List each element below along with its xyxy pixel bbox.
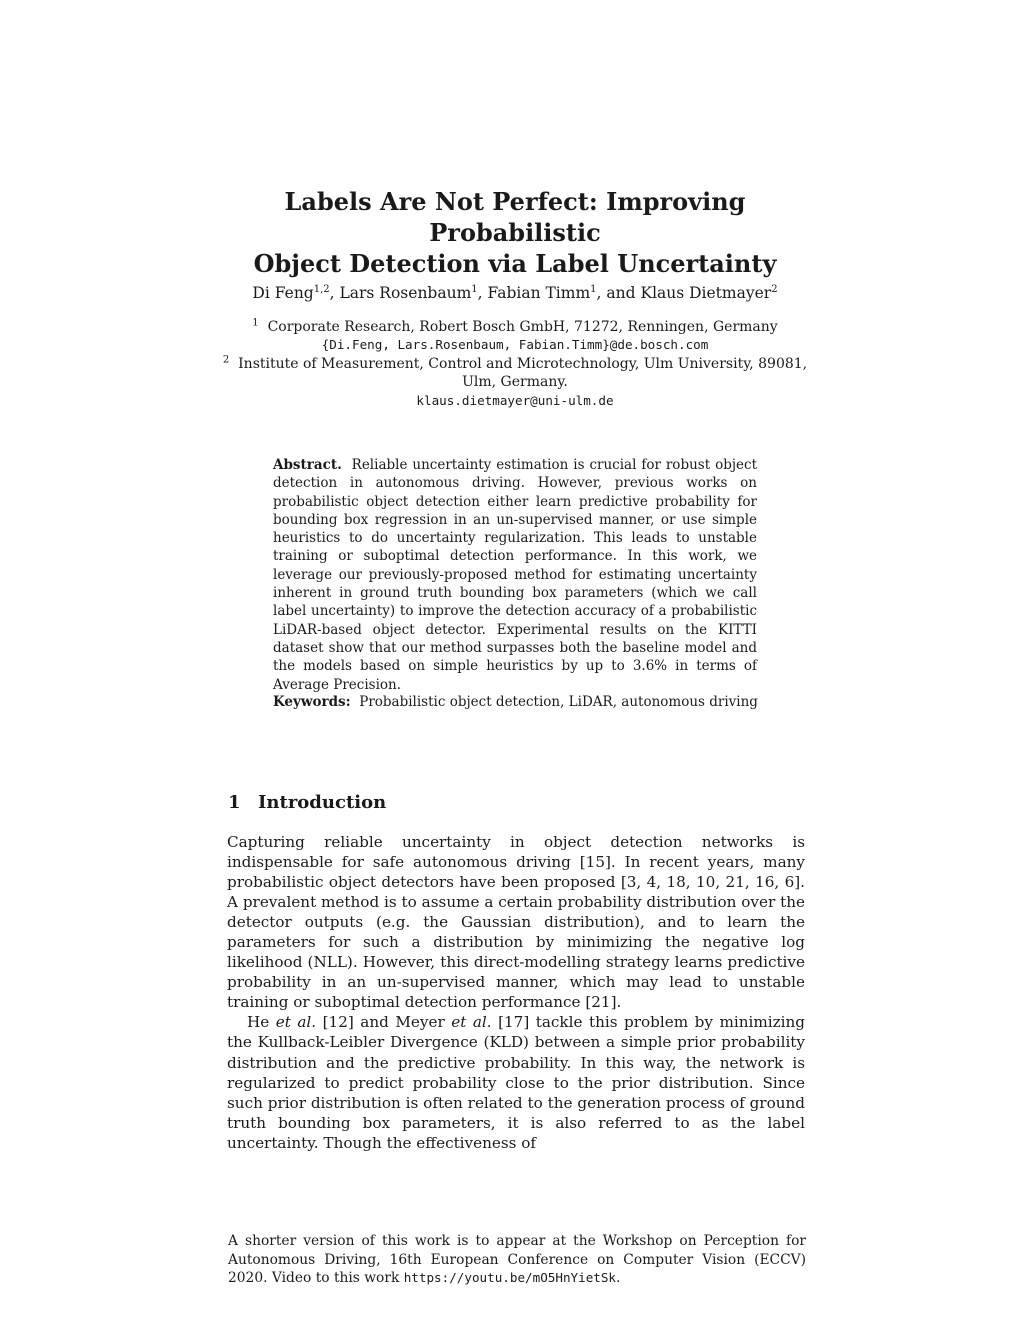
paragraph: He et al. [12] and Meyer et al. [17] tackle this problem by minimizing the Kullback-Leibler Divergence (KLD) between a simple prior probability distribution and the predictive probability. In this way, the network is regularized to predict probability close to the prior distribution. Since such prior distribution is often related to the generation process of ground truth bounding box parameters, it is also referred to as the label uncertainty. Though the effectiveness of xyxy=(227,1013,805,1152)
paragraph: Capturing reliable uncertainty in object detection networks is indispensable for safe autonomous driving [15]. In recent years, many probabilistic object detectors have been proposed [3, 4, 18, 10, 21, 16, 6]. A prevalent method is to assume a certain probability distribution over the detector outputs (e.g. the Gaussian distribution), and to learn the parameters for such a distribution by minimizing the negative log likelihood (NLL). However, this direct-modelling strategy learns predictive probability in an un-supervised manner, which may lead to unstable training or suboptimal detection performance [21]. xyxy=(227,833,805,1012)
section-number: 1 xyxy=(228,792,241,813)
affiliation-text: Corporate Research, Robert Bosch GmbH, 71272, Renningen, Germany xyxy=(267,319,778,335)
video-link[interactable]: https://youtu.be/mO5HnYietSk xyxy=(403,1270,617,1286)
abstract-label: Abstract. xyxy=(273,457,342,473)
abstract xyxy=(273,456,757,694)
affiliation-2 xyxy=(200,355,830,373)
footnote-text: A shorter version of this work is to appear at the Workshop on Perception for Autonomous Driving, 16th European Conference on Computer Vision (ECCV) 2020. Video to this work xyxy=(228,1233,806,1287)
affiliation-2-email: klaus.dietmayer@uni-ulm.de xyxy=(416,392,614,408)
footnote: A shorter version of this work is to appear at the Workshop on Perception for Autonomous Driving, 16th European Conference on Computer Vision (ECCV) 2020. Video to this work https://youtu.be/mO5HnYietSk. xyxy=(228,1233,806,1287)
author-name: Di Feng xyxy=(252,284,314,302)
keywords-label: Keywords: xyxy=(273,694,351,710)
author-name: Klaus Dietmayer xyxy=(640,284,772,302)
title-line-1: Labels Are Not Perfect: Improving Probabilistic xyxy=(284,187,746,247)
author-separator: , xyxy=(477,284,488,302)
keywords xyxy=(273,693,773,711)
section-heading xyxy=(228,791,386,815)
author-affil-mark: 2 xyxy=(771,283,778,295)
section-title: Introduction xyxy=(258,792,387,813)
author-name: Fabian Timm xyxy=(487,284,591,302)
author-separator: , xyxy=(329,284,340,302)
author-separator: , and xyxy=(596,284,641,302)
body-text xyxy=(227,832,805,1153)
citation-etal: et al. xyxy=(451,1013,492,1032)
abstract-text: Reliable uncertainty estimation is crucial for robust object detection in autonomous driving. However, previous works on probabilistic object detection either learn predictive probability for bounding box regression in an un-supervised manner, or use simple heuristics to do uncertainty regularization. This leads to unstable training or suboptimal detection performance. In this work, we leverage our previously-proposed method for estimating uncertainty inherent in ground truth bounding box parameters (which we call label uncertainty) to improve the detection accuracy of a probabilistic LiDAR-based object detector. Experimental results on the KITTI dataset show that our method surpasses both the baseline model and the models based on simple heuristics by up to 3.6% in terms of Average Precision. xyxy=(273,457,757,693)
affiliation-mark: 2 xyxy=(222,354,230,366)
author-list xyxy=(200,283,830,303)
affiliation-2-cont: Ulm, Germany. xyxy=(462,374,568,391)
keywords-text: Probabilistic object detection, LiDAR, autonomous driving xyxy=(359,694,758,710)
author-affil-mark: 1 xyxy=(590,283,597,295)
citation-etal: et al. xyxy=(275,1013,317,1032)
author-name: Lars Rosenbaum xyxy=(339,284,472,302)
affiliation-1-email: {Di.Feng, Lars.Rosenbaum, Fabian.Timm}@de.bosch.com xyxy=(321,337,709,353)
affiliation-1 xyxy=(200,318,830,336)
affiliation-text: Institute of Measurement, Control and Microtechnology, Ulm University, 89081, xyxy=(238,355,808,372)
title-line-2: Object Detection via Label Uncertainty xyxy=(253,249,777,278)
paper-title xyxy=(200,186,830,279)
author-affil-mark: 1,2 xyxy=(313,283,330,295)
author-affil-mark: 1 xyxy=(471,283,478,295)
affiliation-mark: 1 xyxy=(252,317,259,329)
affiliations xyxy=(200,318,830,410)
